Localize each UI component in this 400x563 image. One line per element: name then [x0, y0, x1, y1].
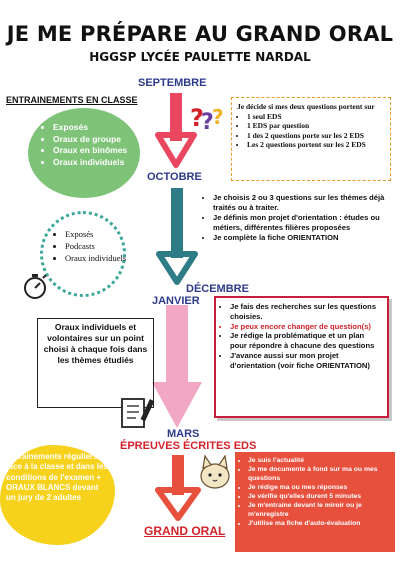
- list-item: • 1 des 2 questions porte sur les 2 EDS: [247, 131, 385, 141]
- list-item: • Je rédige ma ou mes réponses: [248, 483, 391, 492]
- list-item: • Exposés: [53, 122, 127, 134]
- svg-text:?: ?: [212, 105, 224, 129]
- october-steps: [203, 193, 398, 243]
- list-item: • Je fais des recherches sur les questions choisies.: [230, 302, 383, 322]
- individual-orals-box: Oraux individuels et volontaires sur un point choisi à chaque fois dans les thèmes étudiés: [37, 318, 154, 408]
- grand-oral-label: GRAND ORAL: [144, 524, 226, 538]
- page-title: JE ME PRÉPARE AU GRAND ORAL: [6, 22, 394, 46]
- list-item: • 1 EDS par question: [247, 121, 385, 131]
- cat-icon: [196, 450, 234, 490]
- month-october: OCTOBRE: [147, 171, 202, 183]
- list-item: • Les 2 questions portent sur les 2 EDS: [247, 140, 385, 150]
- arrow-january-march: [152, 305, 202, 428]
- section-heading: ENTRAINEMENTS EN CLASSE: [6, 95, 138, 105]
- question-marks-icon: [188, 100, 228, 134]
- month-december: DÉCEMBRE: [186, 283, 249, 295]
- written-exams-label: ÉPREUVES ÉCRITES EDS: [120, 440, 257, 452]
- class-training-list-2: [52, 228, 126, 264]
- questions-choice-box: [231, 97, 391, 181]
- list-item: • Je définis mon projet d'orientation : études ou métiers, différentes filières proposées: [213, 213, 398, 233]
- questions-box-intro: Je décide si mes deux questions portent sur: [237, 102, 375, 111]
- list-item: • Je choisis 2 ou 3 questions sur les thèmes déjà traités ou à traiter.: [213, 193, 398, 213]
- list-item: • Je m'entraine devant le miroir ou je m'enregistre: [248, 501, 391, 519]
- list-item: • Exposés: [65, 228, 126, 240]
- list-item-highlight: • Je peux encore changer de question(s): [230, 322, 383, 332]
- list-item: • Oraux de groupe: [53, 134, 127, 146]
- class-training-list-1: [40, 122, 127, 168]
- checklist-pencil-icon: [118, 393, 158, 431]
- svg-text:?: ?: [201, 110, 214, 134]
- list-item: • Je suis l'actualité: [248, 456, 391, 465]
- stopwatch-icon: [20, 271, 50, 301]
- arrow-eds-grand-oral: [158, 455, 198, 518]
- final-steps-box: [235, 452, 395, 552]
- list-item: • Je complète la fiche ORIENTATION: [213, 233, 398, 243]
- list-item: • J'avance aussi sur mon projet d'orientation (voir fiche ORIENTATION): [230, 351, 383, 371]
- list-item: • Je vérifie qu'elles durent 5 minutes: [248, 492, 391, 501]
- month-september: SEPTEMBRE: [138, 77, 207, 89]
- arrow-october-december: [159, 188, 195, 282]
- list-item: • Je rédige la problématique et un plan pour répondre à chacune des questions: [230, 331, 383, 351]
- final-training-text: Entrainements réguliers face à la classe et dans les conditions de l'examen + ORAUX BLANCS devant un jury de 2 adultes: [6, 452, 108, 503]
- list-item: • 1 seul EDS: [247, 112, 385, 122]
- list-item: • Oraux individuels: [53, 157, 127, 169]
- january-steps-box: [214, 296, 389, 418]
- list-item: • Oraux individuels: [65, 252, 126, 264]
- list-item: • Je me documente à fond sur ma ou mes questions: [248, 465, 391, 483]
- month-march: MARS: [167, 428, 200, 440]
- list-item: • Podcasts: [65, 240, 126, 252]
- list-item: • Oraux en binômes: [53, 145, 127, 157]
- page-subtitle: HGGSP LYCÉE PAULETTE NARDAL: [89, 50, 311, 64]
- svg-text:?: ?: [190, 104, 204, 132]
- month-january: JANVIER: [152, 295, 200, 307]
- list-item: • J'utilise ma fiche d'auto-évaluation: [248, 519, 391, 528]
